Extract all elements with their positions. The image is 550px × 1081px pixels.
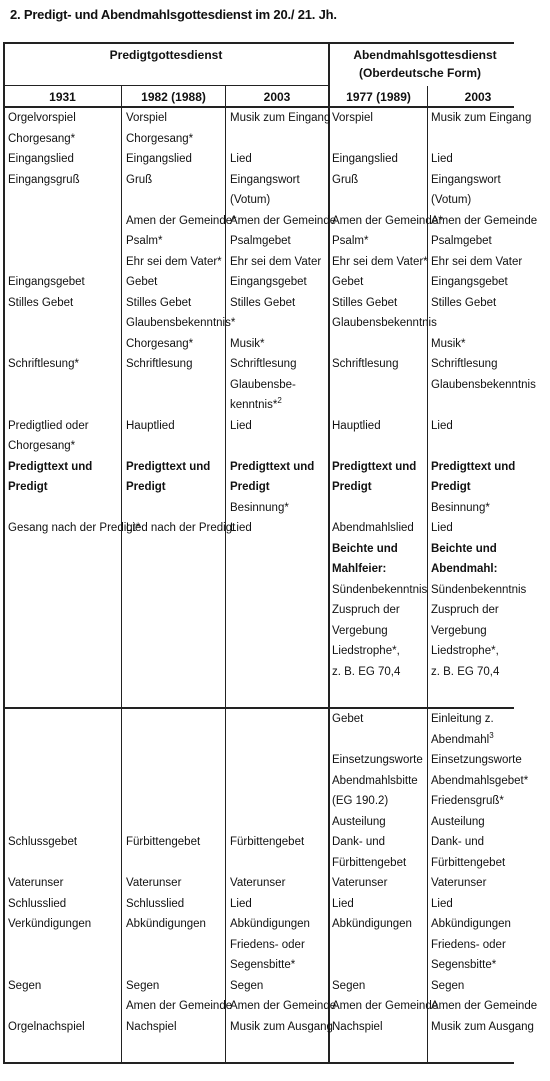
table-cell: Besinnung* — [230, 501, 289, 514]
table-cell: Eingangswort — [230, 173, 300, 186]
col-header-1982: 1982 (1988) — [141, 90, 206, 104]
footnote-marker: 3 — [489, 730, 494, 740]
table-cell: Segensbitte* — [431, 959, 497, 971]
table-cell: Stilles Gebet — [332, 296, 398, 309]
table-cell: Sündenbekenntnis — [431, 583, 527, 596]
table-cell: Segensbitte* — [230, 959, 296, 971]
predigt-group-underline — [3, 85, 328, 86]
table-cell: Lied — [230, 153, 252, 165]
table-cell: Vergebung — [332, 624, 388, 637]
table-cell: Vorspiel — [126, 112, 167, 124]
table-cell: Austeilung — [431, 815, 485, 828]
table-cell: Psalm* — [332, 235, 369, 247]
table-cell: Segen — [126, 979, 160, 992]
table-cell: Liedstrophe*, — [332, 645, 400, 657]
table-cell: Abendmahlsbitte — [332, 774, 418, 787]
table-cell: Eingangslied — [126, 153, 192, 165]
table-cell: Chorgesang* — [8, 132, 76, 145]
table-cell: Predigttext und — [431, 460, 516, 473]
table-cell: Predigt — [8, 481, 48, 493]
table-cell: Predigttext und — [332, 460, 417, 473]
table-cell: (EG 190.2) — [332, 795, 389, 807]
table-cell: Vaterunser — [126, 877, 182, 889]
table-cell: Amen der Gemeinde — [230, 1000, 337, 1012]
table-cell: Segen — [8, 979, 42, 992]
table-cell: Eingangsgebet — [8, 276, 85, 288]
table-cell: Lied — [431, 897, 453, 910]
abendmahl-group-subheader: (Oberdeutsche Form) — [358, 66, 481, 80]
table-cell: Abendmahlsgebet* — [431, 774, 529, 787]
table-cell: Chorgesang* — [8, 440, 76, 452]
table-cell: Lied — [431, 522, 453, 534]
table-cell: Amen der Gemeinde — [332, 1000, 439, 1012]
col-header-2003-abendmahl: 2003 — [464, 90, 492, 104]
table-cell: Hauptlied — [126, 419, 175, 432]
table-cell: Abendmahlslied — [332, 522, 414, 534]
table-cell: Vaterunser — [332, 877, 388, 889]
table-cell: Schriftlesung — [230, 358, 297, 370]
table-cell: Stilles Gebet — [431, 296, 497, 309]
table-cell: Glaubensbekenntnis — [332, 317, 437, 329]
table-cell: Abendmahl: — [431, 563, 498, 575]
table-cell: Abkündigungen — [431, 918, 511, 930]
table-cell: Predigttext und — [126, 460, 211, 473]
table-cell: Gesang nach der Predigt* — [8, 522, 141, 534]
table-cell: Psalmgebet — [431, 235, 492, 247]
table-cell: Lied — [230, 897, 252, 910]
table-cell: Eingangslied — [332, 153, 398, 165]
table-cell: Predigt — [230, 481, 270, 493]
table-cell: Fürbittengebet — [230, 836, 305, 848]
footnote-marker: 2 — [277, 396, 282, 406]
table-cell: Vaterunser — [230, 877, 286, 889]
table-left-border — [3, 42, 5, 1062]
table-cell: Gruß — [126, 173, 153, 186]
table-cell: Amen der Gemeinde — [431, 214, 538, 227]
table-cell: Chorgesang* — [126, 337, 194, 350]
group-divider — [328, 42, 330, 1062]
table-cell: Vaterunser — [431, 877, 487, 889]
table-cell: Dank- und — [431, 836, 485, 848]
table-cell: Schlusslied — [126, 897, 185, 910]
table-cell: Nachspiel — [332, 1020, 383, 1033]
table-cell: Lied — [431, 419, 453, 432]
table-cell: Segen — [230, 979, 264, 992]
table-cell: Musik zum Eingang — [431, 112, 532, 124]
table-cell: Ehr sei dem Vater* — [332, 255, 428, 268]
table-cell: Eingangslied — [8, 153, 74, 165]
abendmahl-group-header: Abendmahlsgottesdienst — [353, 48, 497, 62]
table-cell: Gebet — [332, 276, 364, 288]
table-cell: Schriftlesung — [332, 358, 399, 370]
table-cell: Mahlfeier: — [332, 563, 387, 575]
table-cell: Beichte und — [431, 542, 497, 555]
table-cell: Abkündigungen — [332, 918, 412, 930]
table-cell: Stilles Gebet — [8, 296, 74, 309]
table-cell: Friedensgruß* — [431, 795, 504, 807]
table-cell: Schriftlesung — [126, 358, 193, 370]
table-cell: Musik zum Ausgang — [230, 1020, 333, 1033]
col-header-2003-predigt: 2003 — [263, 90, 291, 104]
table-cell: Segen — [431, 979, 465, 992]
table-cell: Eingangsgruß — [8, 173, 80, 186]
table-cell: Predigt — [431, 481, 471, 493]
table-cell: Abkündigungen — [230, 918, 310, 930]
table-cell: Einsetzungsworte — [332, 754, 423, 766]
table-cell: Amen der Gemeinde — [431, 1000, 538, 1012]
table-cell: Gruß — [332, 173, 359, 186]
table-cell: z. B. EG 70,4 — [332, 665, 401, 678]
table-cell: Eingangsgebet — [431, 276, 508, 288]
table-cell: Liedstrophe*, — [431, 645, 499, 657]
table-cell: Glaubensbekenntnis* — [126, 317, 236, 329]
table-cell: Schriftlesung* — [8, 358, 79, 370]
table-cell: Fürbittengebet — [126, 836, 201, 848]
table-cell: Glaubensbe- — [230, 378, 296, 391]
table-cell: Nachspiel — [126, 1020, 177, 1033]
table-cell: Zuspruch der — [332, 604, 400, 616]
table-cell: Lied — [431, 153, 453, 165]
table-cell: Austeilung — [332, 815, 386, 828]
table-cell: Lied — [230, 419, 252, 432]
col-divider-2 — [225, 86, 226, 1062]
table-cell: Beichte und — [332, 542, 398, 555]
table-cell: Amen der Gemeinde* — [126, 214, 237, 227]
table-cell: Eingangsgebet — [230, 276, 307, 288]
table-cell: Besinnung* — [431, 501, 490, 514]
table-bottom-border — [3, 1062, 514, 1064]
table-cell: Psalmgebet — [230, 235, 291, 247]
table-cell: Friedens- oder — [230, 938, 305, 951]
col-divider-4 — [427, 86, 428, 1062]
table-cell: Lied nach der Predigt — [126, 522, 236, 534]
table-cell: Amen der Gemeinde* — [332, 214, 443, 227]
table-cell: Orgelnachspiel — [8, 1020, 85, 1033]
table-cell: Predigtlied oder — [8, 419, 89, 432]
table-cell: Psalm* — [126, 235, 163, 247]
table-cell: Abendmahl$^3$ — [431, 730, 494, 746]
table-cell: z. B. EG 70,4 — [431, 665, 500, 678]
table-cell: Hauptlied — [332, 419, 381, 432]
col-header-1977: 1977 (1989) — [346, 90, 411, 104]
table-cell: Verkündigungen — [8, 918, 92, 930]
table-cell: Schriftlesung — [431, 358, 498, 370]
table-cell: Musik* — [230, 337, 265, 350]
table-cell: Orgelvorspiel — [8, 112, 76, 124]
table-cell: Schlusslied — [8, 897, 67, 910]
table-cell: Sündenbekenntnis — [332, 583, 428, 596]
table-cell: Musik* — [431, 337, 466, 350]
table-cell: Friedens- oder — [431, 938, 506, 951]
table-cell: Chorgesang* — [126, 132, 194, 145]
table-cell: (Votum) — [431, 194, 472, 206]
table-cell: Amen der Gemeinde — [126, 1000, 233, 1012]
table-top-border — [3, 42, 514, 44]
col-header-1931: 1931 — [49, 90, 76, 104]
table-cell: Segen — [332, 979, 366, 992]
document-title: 2. Predigt- und Abendmahlsgottesdienst im 20./ 21. Jh. — [10, 7, 337, 22]
table-cell: Eingangswort — [431, 173, 501, 186]
table-cell: Vergebung — [431, 624, 487, 637]
table-cell: Gebet — [126, 276, 158, 288]
table-cell: Predigt — [126, 481, 166, 493]
table-cell: Musik zum Eingang — [230, 112, 331, 124]
table-cell: Predigt — [332, 481, 372, 493]
table-cell: Vorspiel — [332, 112, 373, 124]
table-cell: Predigttext und — [8, 460, 93, 473]
predigt-group-header: Predigtgottesdienst — [109, 48, 223, 62]
table-cell: Ehr sei dem Vater — [431, 255, 523, 268]
table-cell: kenntnis*$^2$ — [230, 396, 282, 411]
table-cell: Ehr sei dem Vater — [230, 255, 322, 268]
col-divider-1 — [121, 86, 122, 1062]
table-cell: Gebet — [332, 713, 364, 725]
table-cell: Glaubensbekenntnis — [431, 378, 536, 391]
table-cell: Musik zum Ausgang — [431, 1020, 534, 1033]
table-cell: (Votum) — [230, 194, 271, 206]
table-cell: Vaterunser — [8, 877, 64, 889]
table-cell: Lied — [332, 897, 354, 910]
table-cell: Predigttext und — [230, 460, 315, 473]
table-cell: Fürbittengebet — [332, 856, 407, 869]
table-cell: Stilles Gebet — [126, 296, 192, 309]
table-cell: Zuspruch der — [431, 604, 499, 616]
table-cell: Ehr sei dem Vater* — [126, 255, 222, 268]
table-cell: Einsetzungsworte — [431, 754, 522, 766]
table-cell: Schlussgebet — [8, 836, 78, 848]
table-cell: Stilles Gebet — [230, 296, 296, 309]
table-cell: Dank- und — [332, 836, 386, 848]
table-cell: Amen der Gemeinde — [230, 214, 337, 227]
table-cell: Abkündigungen — [126, 918, 206, 930]
table-cell: Einleitung z. — [431, 713, 494, 725]
table-cell: Fürbittengebet — [431, 856, 506, 869]
table-cell: Lied — [230, 522, 252, 534]
